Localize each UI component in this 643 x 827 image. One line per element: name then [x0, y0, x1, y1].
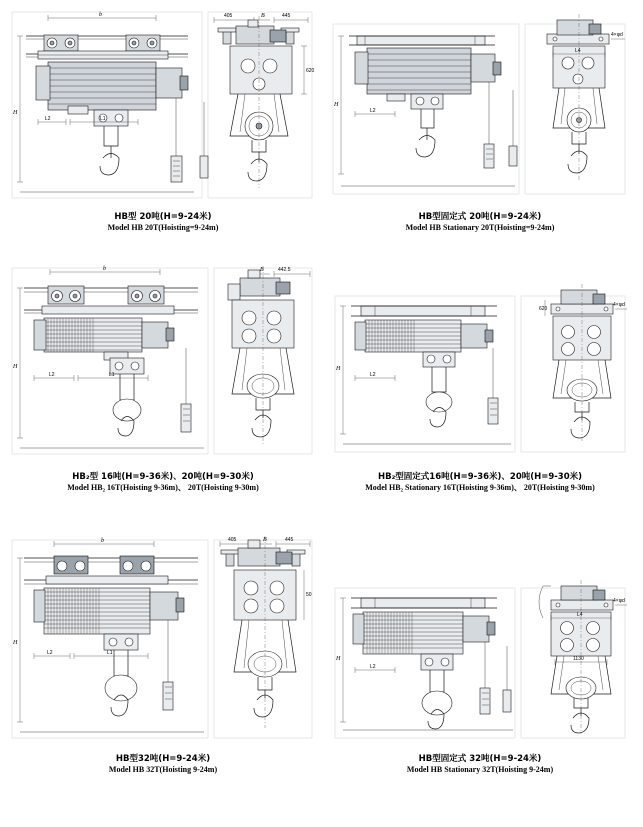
svg-text:L2: L2	[370, 664, 376, 670]
figure-3-drawing	[8, 258, 318, 473]
figure-5-caption-cn: HB型32吨(H=9-24米)	[115, 754, 211, 764]
figure-5-caption-en: Model HB 32T(Hoisting 9-24m)	[108, 765, 218, 775]
svg-text:4×φd: 4×φd	[613, 598, 625, 604]
svg-text:L4: L4	[577, 612, 583, 618]
figure-4-caption-en: Model HB₂ Stationary 16T(Hoisting 9-36m)、 20T(Hoisting 9-30m)	[365, 483, 595, 493]
svg-text:620: 620	[539, 306, 548, 312]
svg-text:L2: L2	[49, 372, 55, 378]
svg-text:1130: 1130	[573, 656, 584, 662]
figure-6-drawing	[325, 526, 635, 756]
svg-text:B: B	[263, 537, 267, 543]
svg-text:445: 445	[285, 537, 294, 543]
figure-2-drawing	[325, 6, 635, 211]
svg-text:445: 445	[282, 13, 291, 19]
svg-text:H: H	[13, 364, 18, 370]
svg-text:50: 50	[306, 592, 312, 598]
figure-1-caption-cn: HB型 20吨(H=9-24米)	[114, 212, 212, 222]
svg-text:H: H	[334, 102, 339, 108]
svg-text:L2: L2	[370, 108, 376, 114]
figure-bottom-right	[325, 526, 635, 776]
figure-5-drawing	[8, 526, 318, 756]
svg-text:B: B	[261, 13, 265, 19]
svg-text:H: H	[336, 656, 341, 662]
svg-text:L1: L1	[107, 650, 113, 656]
svg-text:405: 405	[224, 13, 233, 19]
figure-3-caption-cn: HB₂型 16吨(H=9-36米)、20吨(H=9-30米)	[72, 472, 254, 482]
svg-text:L1: L1	[100, 116, 106, 122]
svg-text:4×φd: 4×φd	[611, 32, 623, 38]
svg-text:b: b	[101, 538, 104, 544]
svg-text:b: b	[103, 266, 106, 272]
figure-3-caption-en: Model HB₂ 16T(Hoisting 9-36m)、 20T(Hoisting 9-30m)	[67, 483, 259, 493]
figure-6-caption-en: Model HB Stationary 32T(Hoisting 9-24m)	[406, 765, 554, 775]
svg-text:620: 620	[306, 68, 315, 74]
figure-1-drawing	[8, 6, 318, 211]
svg-text:H: H	[13, 110, 18, 116]
figure-3-caption	[8, 472, 318, 494]
figure-4-caption-cn: HB₂型固定式16吨(H=9-36米)、20吨(H=9-30米)	[377, 472, 583, 482]
figure-top-right	[325, 6, 635, 236]
svg-text:442.5: 442.5	[278, 267, 291, 273]
figure-2-caption-en: Model HB Stationary 20T(Hoisting=9-24m)	[405, 223, 555, 233]
svg-text:b: b	[99, 12, 102, 18]
svg-text:L4: L4	[575, 48, 581, 54]
figure-middle-left	[8, 258, 318, 503]
figure-1-caption-en: Model HB 20T(Hoisting=9-24m)	[107, 223, 219, 233]
figure-4-drawing	[325, 258, 635, 473]
svg-text:L1: L1	[109, 372, 115, 378]
svg-text:B: B	[260, 267, 264, 273]
figure-top-left	[8, 6, 318, 236]
svg-text:L2: L2	[45, 116, 51, 122]
figure-5-caption	[8, 754, 318, 776]
figure-6-caption-cn: HB型固定式 32吨(H=9-24米)	[418, 754, 542, 764]
svg-text:H: H	[13, 640, 18, 646]
figure-2-caption-cn: HB型固定式 20吨(H=9-24米)	[418, 212, 542, 222]
svg-text:L2: L2	[47, 650, 53, 656]
figure-4-caption	[325, 472, 635, 494]
svg-text:405: 405	[228, 537, 237, 543]
figure-bottom-left	[8, 526, 318, 776]
figure-6-caption	[325, 754, 635, 776]
svg-text:H: H	[336, 366, 341, 372]
figure-2-caption	[325, 212, 635, 234]
figure-1-caption	[8, 212, 318, 234]
figure-middle-right	[325, 258, 635, 503]
svg-text:L2: L2	[370, 372, 376, 378]
svg-text:4×φd: 4×φd	[613, 302, 625, 308]
